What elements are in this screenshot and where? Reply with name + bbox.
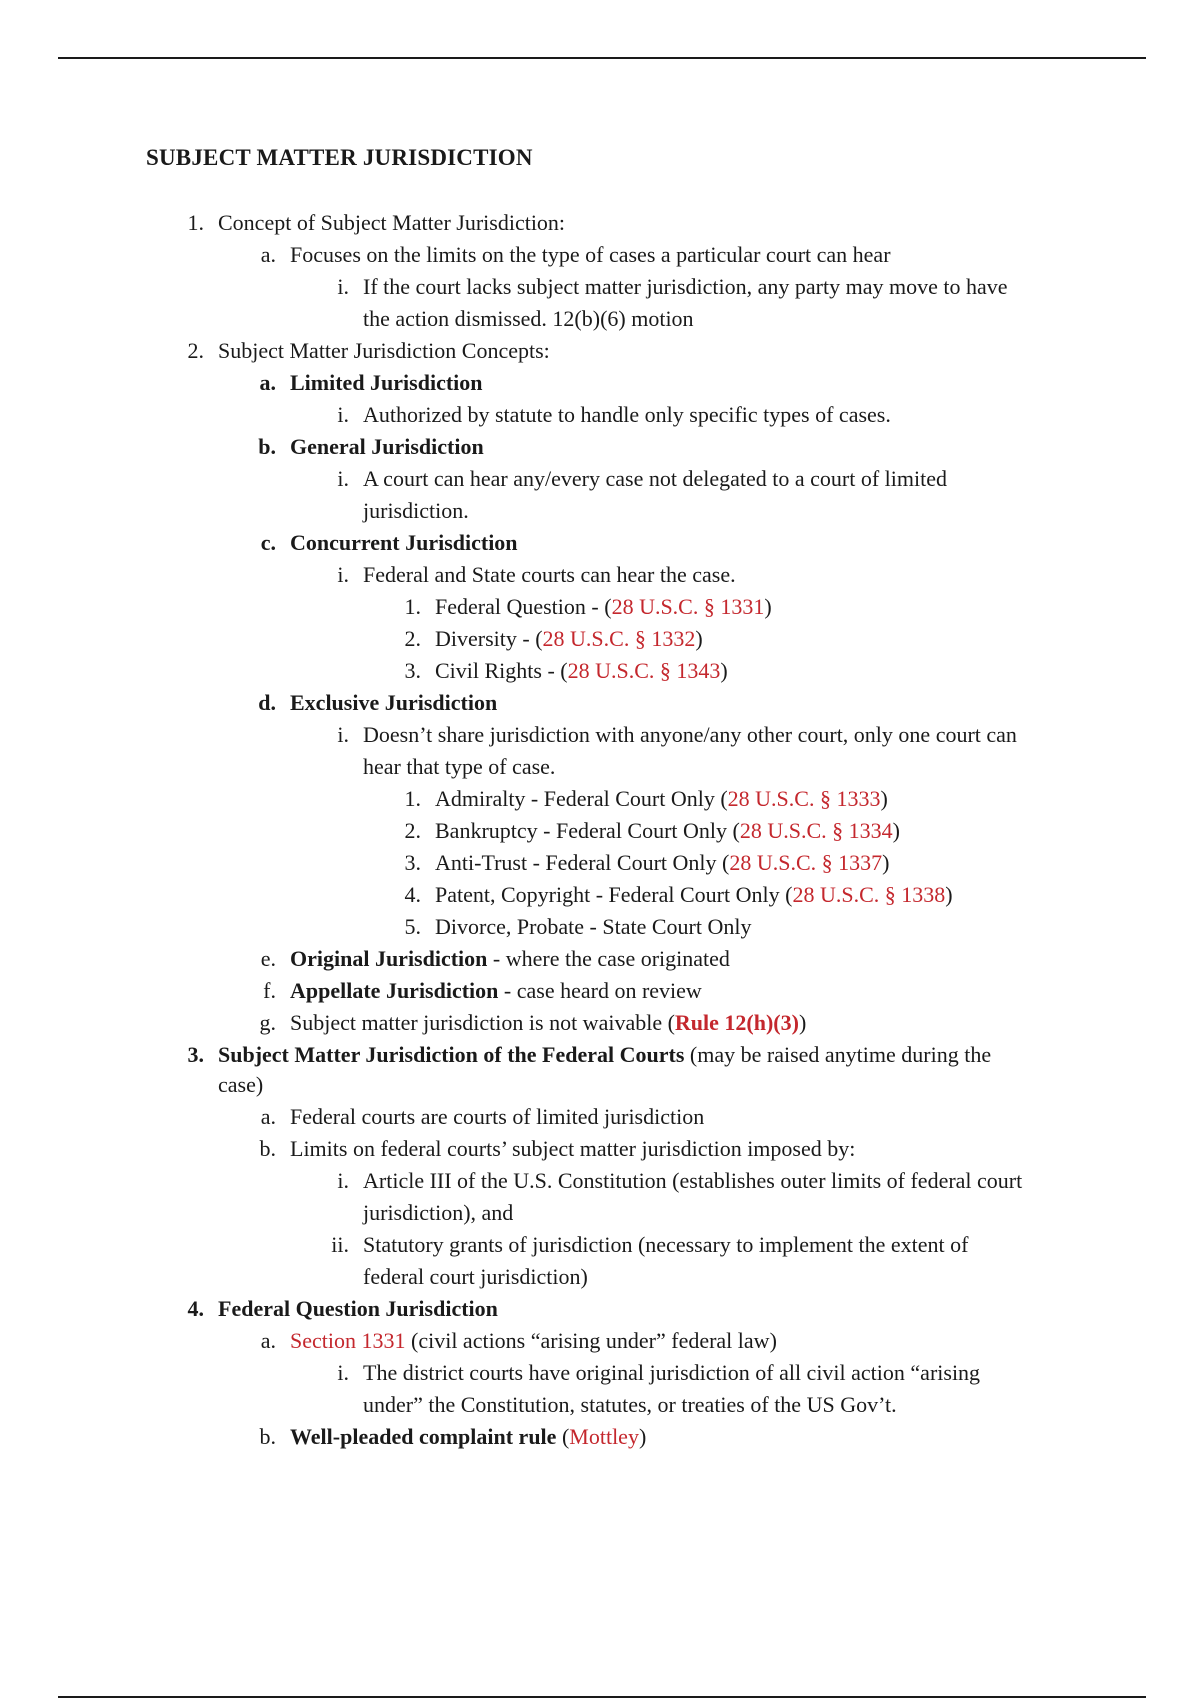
top-rule <box>58 57 1146 59</box>
list-item: 1. Federal Question - (28 U.S.C. § 1331) <box>404 594 772 619</box>
list-item: 4. Patent, Copyright - Federal Court Only (28 U.S.C. § 1338) <box>404 882 953 907</box>
list-item: 3. Subject Matter Jurisdiction of the Federal Courts (may be raised anytime during the <box>187 1042 992 1067</box>
list-item: a. Section 1331 (civil actions “arising under” federal law) <box>260 1328 777 1353</box>
citation-link: 28 U.S.C. § 1337 <box>729 850 883 875</box>
list-item: a. Federal courts are courts of limited jurisdiction <box>260 1104 705 1129</box>
list-item-continuation: case) <box>218 1072 264 1097</box>
list-item-heading: c. Concurrent Jurisdiction <box>260 530 518 555</box>
list-item-continuation: jurisdiction. <box>363 498 469 523</box>
list-item: i. Federal and State courts can hear the case. <box>337 562 736 587</box>
list-item: 3. Anti-Trust - Federal Court Only (28 U.S.C. § 1337) <box>404 850 890 875</box>
citation-link: Section 1331 <box>290 1328 406 1353</box>
list-item-heading: a. Limited Jurisdiction <box>259 370 483 395</box>
list-item-continuation: under” the Constitution, statutes, or treaties of the US Gov’t. <box>363 1392 897 1417</box>
list-item: i. Article III of the U.S. Constitution (establishes outer limits of federal court <box>337 1168 1023 1193</box>
list-item-heading: b. General Jurisdiction <box>258 434 484 459</box>
citation-link: 28 U.S.C. § 1332 <box>542 626 696 651</box>
list-item: 5. Divorce, Probate - State Court Only <box>404 914 752 939</box>
citation-link: 28 U.S.C. § 1343 <box>567 658 721 683</box>
page-title: SUBJECT MATTER JURISDICTION <box>146 145 533 170</box>
list-item-continuation: jurisdiction), and <box>363 1200 514 1225</box>
list-item-continuation: federal court jurisdiction) <box>363 1264 588 1289</box>
citation-link: 28 U.S.C. § 1331 <box>611 594 765 619</box>
citation-link: Rule 12(h)(3) <box>674 1010 799 1035</box>
list-item: i. Doesn’t share jurisdiction with anyone/any other court, only one court can <box>337 722 1017 747</box>
list-item: 3. Civil Rights - (28 U.S.C. § 1343) <box>404 658 728 683</box>
list-item: 2. Bankruptcy - Federal Court Only (28 U.S.C. § 1334) <box>404 818 900 843</box>
list-item: g. Subject matter jurisdiction is not waivable (Rule 12(h)(3)) <box>259 1010 807 1035</box>
citation-link: 28 U.S.C. § 1333 <box>727 786 881 811</box>
bottom-rule <box>58 1696 1146 1698</box>
citation-link: 28 U.S.C. § 1334 <box>739 818 893 843</box>
list-item: b. Limits on federal courts’ subject matter jurisdiction imposed by: <box>259 1136 856 1161</box>
list-item: i. Authorized by statute to handle only specific types of cases. <box>337 402 891 427</box>
list-item-heading: 4. Federal Question Jurisdiction <box>187 1296 498 1321</box>
list-item: 2. Subject Matter Jurisdiction Concepts: <box>187 338 550 363</box>
list-item-continuation: the action dismissed. 12(b)(6) motion <box>363 306 694 331</box>
list-item: i. A court can hear any/every case not delegated to a court of limited <box>337 466 947 491</box>
list-item-heading: d. Exclusive Jurisdiction <box>258 690 498 715</box>
list-item: e. Original Jurisdiction - where the case originated <box>260 946 730 971</box>
list-item: 2. Diversity - (28 U.S.C. § 1332) <box>404 626 703 651</box>
list-item-continuation: hear that type of case. <box>363 754 556 779</box>
list-item: 1. Admiralty - Federal Court Only (28 U.S.C. § 1333) <box>404 786 888 811</box>
citation-link: Mottley <box>569 1424 639 1449</box>
list-item: f. Appellate Jurisdiction - case heard on review <box>263 978 702 1003</box>
list-item: b. Well-pleaded complaint rule (Mottley) <box>259 1424 647 1449</box>
list-item: ii. Statutory grants of jurisdiction (necessary to implement the extent of <box>331 1232 969 1257</box>
list-item: i. The district courts have original jurisdiction of all civil action “arising <box>337 1360 981 1385</box>
list-item: 1. Concept of Subject Matter Jurisdiction: <box>187 210 566 235</box>
citation-link: 28 U.S.C. § 1338 <box>792 882 946 907</box>
list-item: a. Focuses on the limits on the type of cases a particular court can hear <box>260 242 891 267</box>
list-item: i. If the court lacks subject matter jurisdiction, any party may move to have <box>337 274 1008 299</box>
